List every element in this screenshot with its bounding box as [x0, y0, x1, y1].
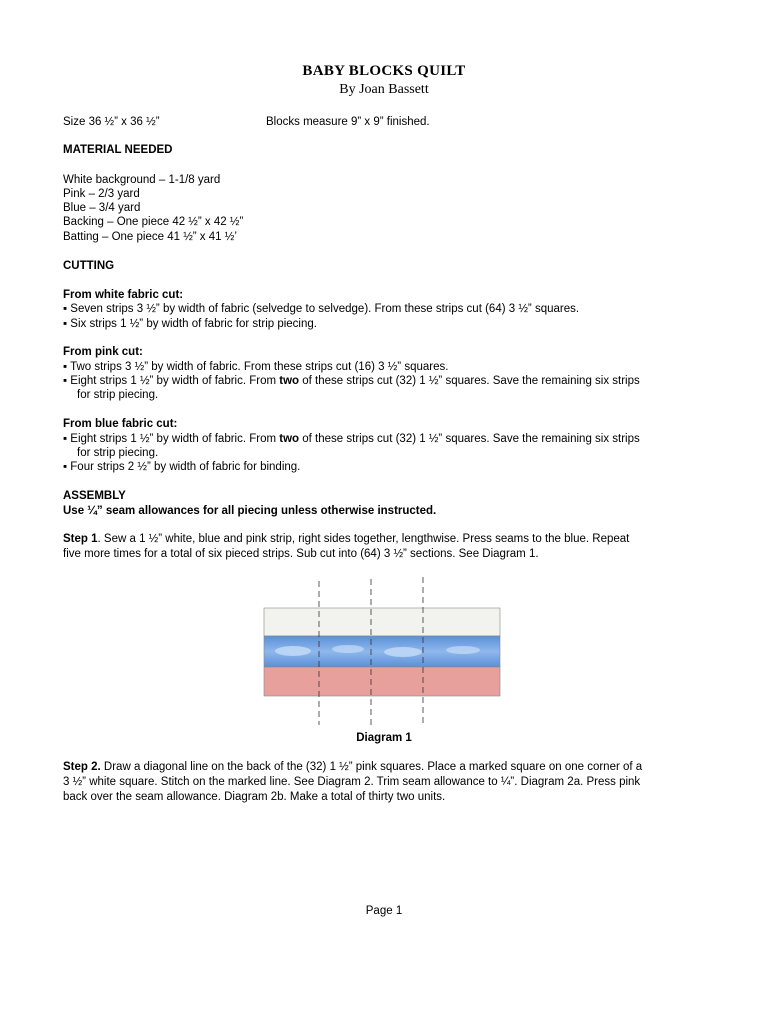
blue-cut-line — [63, 432, 640, 446]
strip-diagram — [258, 575, 508, 725]
document-author: By Joan Bassett — [339, 82, 429, 97]
material-item: Batting – One piece 41 ½” x 41 ½’ — [63, 231, 237, 243]
step2-line — [63, 760, 642, 774]
blue-cut-emphasis: two — [279, 433, 300, 445]
blue-cut-line: ▪ Four strips 2 ½” by width of fabric for binding. — [63, 461, 301, 473]
pink-cut-text: ▪ Eight strips 1 ½” by width of fabric. From — [63, 375, 280, 387]
diagram-caption: Diagram 1 — [356, 732, 412, 744]
pink-cut-line: ▪ Two strips 3 ½” by width of fabric. From these strips cut (16) 3 ½” squares. — [63, 361, 449, 373]
pink-fabric-heading: From pink cut: — [63, 346, 143, 358]
pink-cut-continuation: for strip piecing. — [77, 389, 159, 401]
quilt-size: Size 36 ½” x 36 ½” — [63, 116, 160, 128]
step1-label: Step 1 — [63, 533, 98, 545]
material-item: Backing – One piece 42 ½” x 42 ½” — [63, 216, 244, 228]
block-size: Blocks measure 9” x 9” finished. — [266, 116, 430, 128]
white-strip — [264, 608, 500, 636]
blue-strip-highlight — [275, 646, 311, 656]
blue-strip-highlight — [384, 647, 422, 657]
blue-strip-highlight — [332, 645, 364, 653]
document-title: BABY BLOCKS QUILT — [302, 63, 466, 79]
white-cut-line: ▪ Seven strips 3 ½” by width of fabric (selvedge to selvedge). From these strips cut (64) 3 ½” squares. — [63, 303, 580, 315]
pink-strip — [264, 667, 500, 696]
step2-label: Step 2. — [63, 761, 101, 773]
material-item: Blue – 3/4 yard — [63, 202, 141, 214]
material-item: Pink – 2/3 yard — [63, 188, 140, 200]
blue-cut-text: ▪ Eight strips 1 ½” by width of fabric. From — [63, 433, 280, 445]
assembly-note: Use ¼” seam allowances for all piecing unless otherwise instructed. — [63, 505, 437, 517]
blue-cut-text: of these strips cut (32) 1 ½” squares. Save the remaining six strips — [299, 433, 640, 445]
step1-line: five more times for a total of six pieced strips. Sub cut into (64) 3 ½” sections. See Diagram 1. — [63, 548, 539, 560]
pink-cut-emphasis: two — [279, 375, 300, 387]
size-line — [63, 115, 430, 129]
step2-line: 3 ½” white square. Stitch on the marked line. See Diagram 2. Trim seam allowance to ¼”. Diagram 2a. Press pink — [63, 776, 641, 788]
blue-fabric-heading: From blue fabric cut: — [63, 418, 178, 430]
material-item: White background – 1-1/8 yard — [63, 174, 221, 186]
step2-text: Draw a diagonal line on the back of the (32) 1 ½” pink squares. Place a marked square on one corner of a — [100, 761, 643, 773]
step1-line — [63, 532, 629, 546]
step1-text: . Sew a 1 ½” white, blue and pink strip, right sides together, lengthwise. Press seams to the blue. Repeat — [97, 533, 630, 545]
materials-heading: MATERIAL NEEDED — [63, 144, 173, 156]
assembly-heading: ASSEMBLY — [63, 490, 126, 502]
white-fabric-heading: From white fabric cut: — [63, 289, 184, 301]
pink-cut-line — [63, 374, 640, 388]
cutting-heading: CUTTING — [63, 260, 115, 272]
white-cut-line: ▪ Six strips 1 ½” by width of fabric for strip piecing. — [63, 318, 317, 330]
blue-strip-highlight — [446, 646, 480, 654]
page-number: Page 1 — [365, 905, 403, 917]
pink-cut-text: of these strips cut (32) 1 ½” squares. Save the remaining six strips — [299, 375, 640, 387]
blue-cut-continuation: for strip piecing. — [77, 447, 159, 459]
step2-line: back over the seam allowance. Diagram 2b. Make a total of thirty two units. — [63, 791, 446, 803]
